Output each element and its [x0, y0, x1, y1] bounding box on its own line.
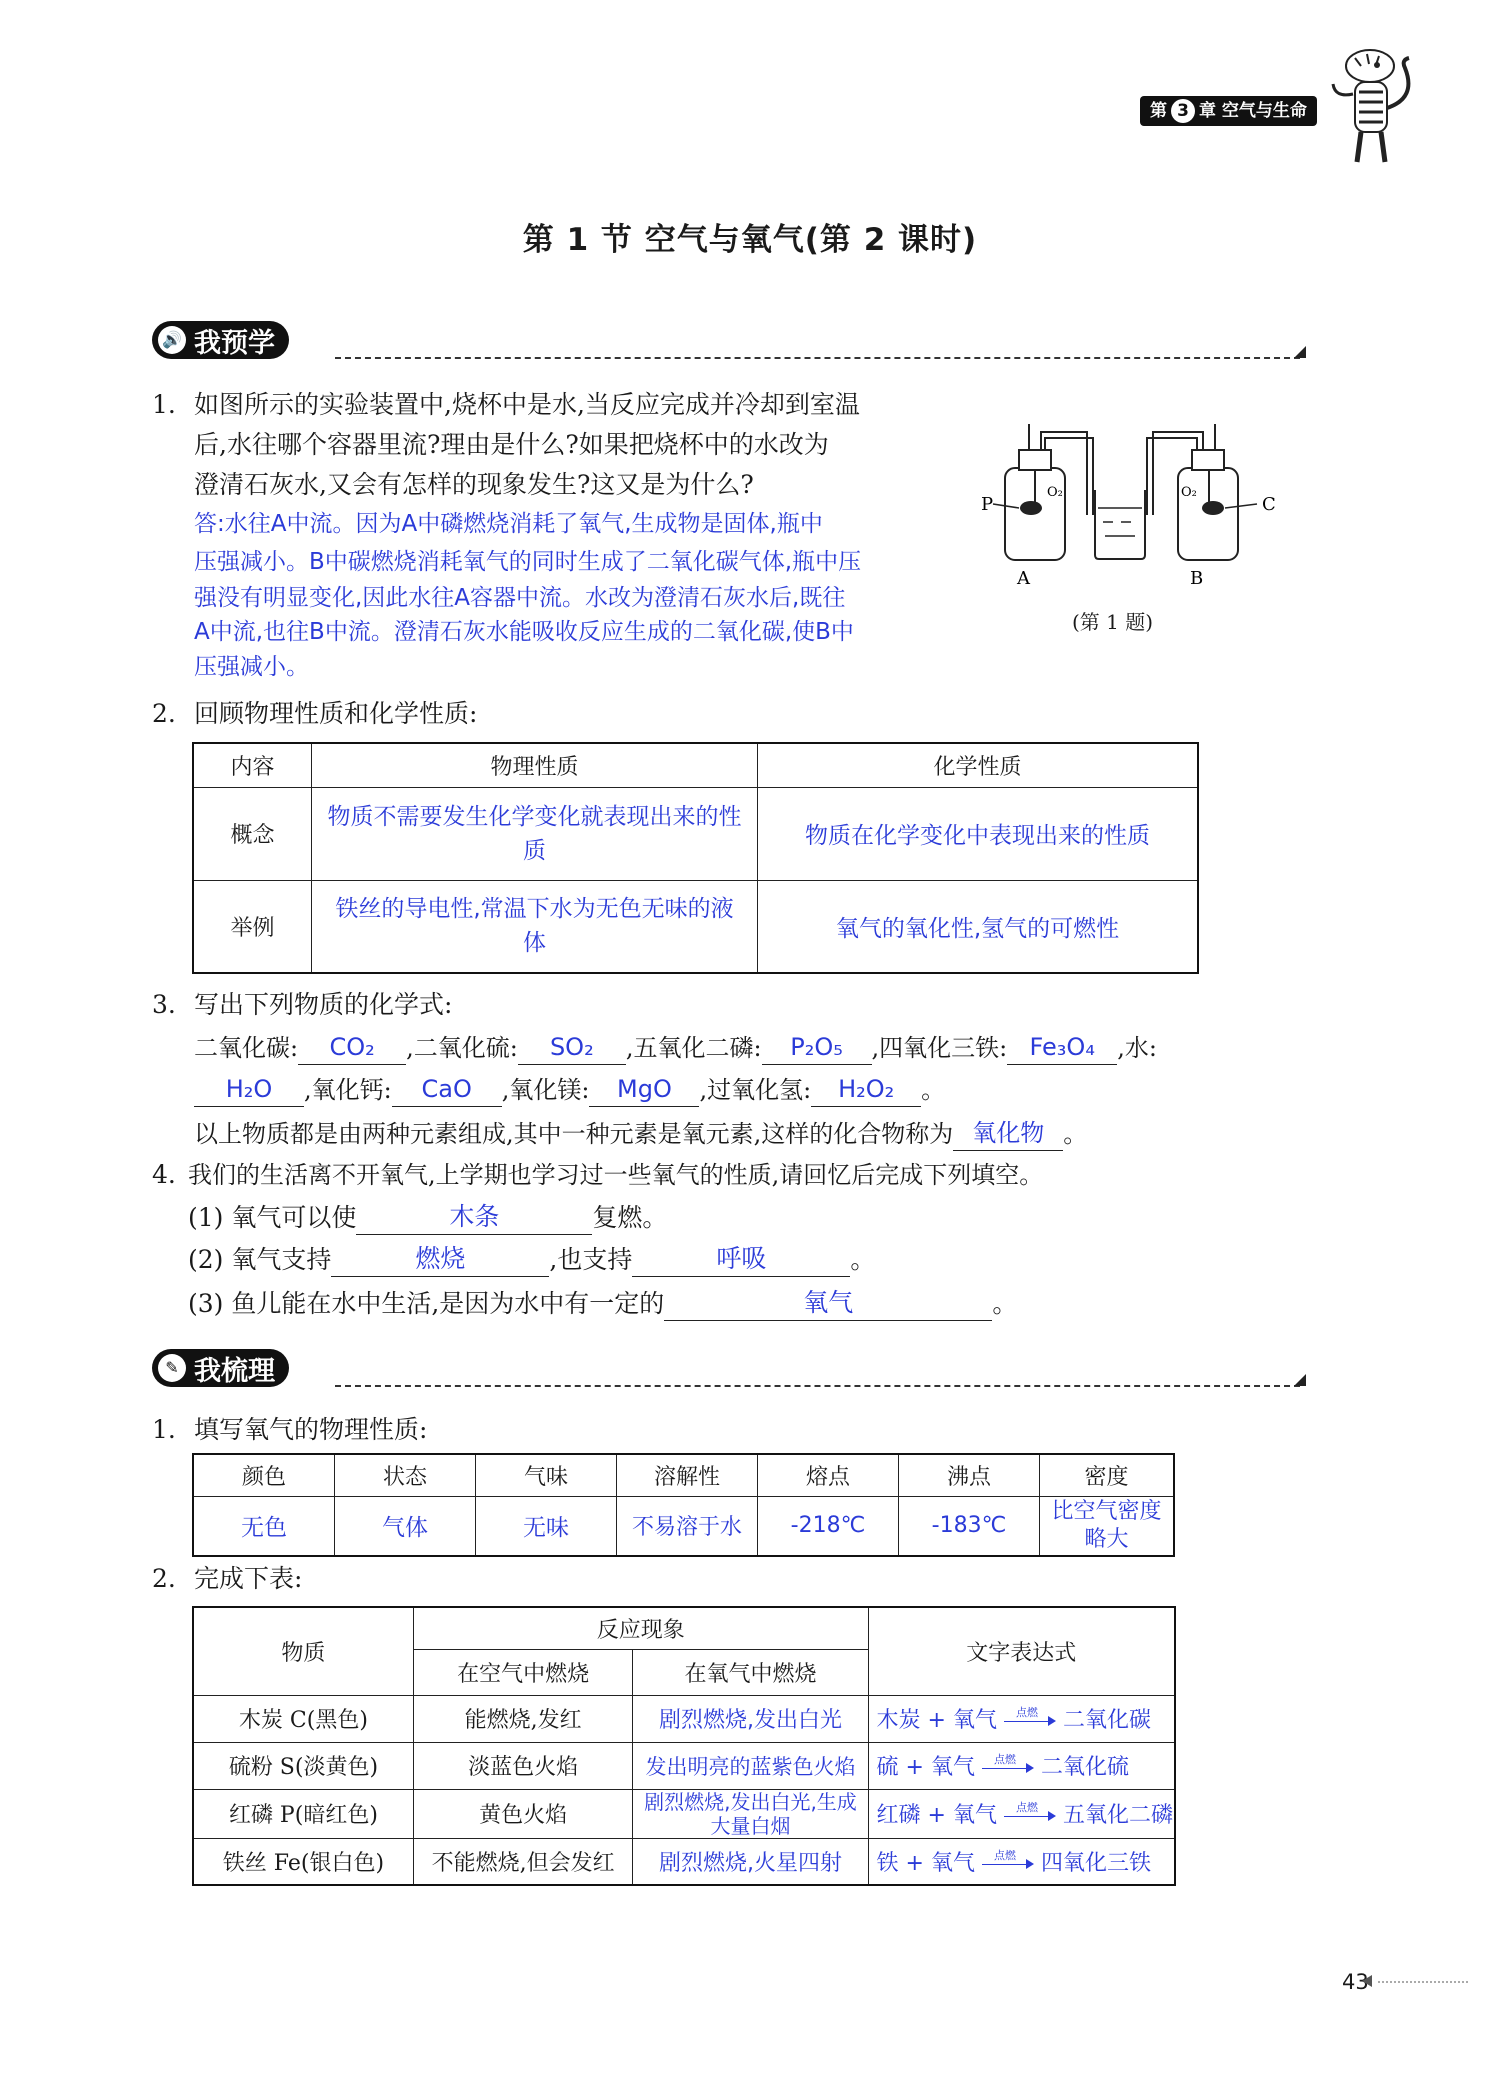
q4-s2-answer-2: 呼吸: [632, 1242, 850, 1277]
tiger-mascot-icon: [1325, 38, 1425, 178]
q3-formula-line-1: [194, 1030, 1157, 1065]
figure-caption: (第 1 题): [1072, 610, 1154, 634]
q4-s2-pre: (2) 氧气支持: [188, 1245, 332, 1274]
co2-label: 二氧化碳:: [194, 1034, 299, 1062]
comb-product: 二氧化硫: [1040, 1755, 1129, 1780]
comb-header-oxygen: 在氧气中燃烧: [633, 1649, 868, 1695]
comb-header-phenomenon: 反应现象: [413, 1607, 868, 1649]
q1-line-1: 如图所示的实验装置中,烧杯中是水,当反应完成并冷却到室温: [194, 390, 860, 419]
comb-product: 二氧化碳: [1062, 1708, 1151, 1733]
comb-substance: 铁丝 Fe(银白色): [193, 1838, 413, 1885]
ox-header-melting: 熔点: [758, 1454, 899, 1496]
pencil-icon: ✎: [158, 1354, 186, 1382]
comb-substance: 红磷 P(暗红色): [193, 1789, 413, 1838]
table-header-physical: 物理性质: [312, 743, 758, 787]
table-row: [193, 1838, 1175, 1885]
q4-s1-post: 复燃。: [592, 1203, 668, 1232]
arrow-condition: 点燃: [993, 1848, 1016, 1862]
q4-s3-post: 。: [992, 1289, 1018, 1318]
oxygen-physical-table: [192, 1453, 1175, 1557]
q3-formula-line-2: [194, 1072, 945, 1107]
p2o5-label: ,五氧化二磷:: [625, 1034, 762, 1062]
comb-header-expression: 文字表达式: [868, 1607, 1175, 1695]
chapter-badge: [1140, 96, 1317, 126]
speaker-icon: 🔊: [158, 326, 186, 354]
h2o2-label: ,过氧化氢:: [699, 1076, 812, 1104]
co2-answer: CO₂: [298, 1030, 406, 1065]
q1-number: 1.: [152, 390, 176, 419]
q1-answer-line-5: 压强减小。: [194, 654, 309, 680]
comb-product: 四氧化三铁: [1040, 1850, 1151, 1876]
q2-number: 2.: [152, 699, 176, 728]
q4-s3: [188, 1286, 1017, 1321]
q4-s3-pre: (3) 鱼儿能在水中生活,是因为水中有一定的: [188, 1289, 665, 1318]
label-o2-left: O₂: [1047, 485, 1063, 500]
ox-header-color: 颜色: [193, 1454, 335, 1496]
comb-product: 五氧化二磷: [1062, 1803, 1173, 1828]
comb-reactants: 红磷 + 氧气: [876, 1803, 997, 1828]
label-a: A: [1017, 568, 1030, 585]
q3-summary-end: 。: [1063, 1120, 1088, 1148]
label-p: P: [981, 494, 994, 515]
comb-substance: 硫粉 S(淡黄色): [193, 1742, 413, 1789]
mgo-label: ,氧化镁:: [501, 1076, 590, 1104]
q3-number: 3.: [152, 990, 176, 1019]
q4-s1-pre: (1) 氧气可以使: [188, 1203, 357, 1232]
divider-end-triangle-2: [1294, 1374, 1306, 1386]
section-preview-pill: [152, 321, 289, 359]
example-chemical: 氧气的氧化性,氢气的可燃性: [758, 880, 1199, 973]
cao-label: ,氧化钙:: [304, 1076, 392, 1104]
q4-number: 4.: [152, 1160, 176, 1189]
label-o2-right: O₂: [1181, 485, 1197, 500]
fe3o4-answer: Fe₃O₄: [1007, 1030, 1117, 1065]
ox-value-melting: -218℃: [758, 1496, 899, 1556]
page-dots: [1378, 1981, 1468, 1983]
comb-air: 能燃烧,发红: [413, 1695, 633, 1742]
q4-s2: [188, 1242, 875, 1277]
label-b: B: [1190, 568, 1204, 585]
ox-header-state: 状态: [335, 1454, 476, 1496]
reaction-arrow-icon: [1004, 1706, 1056, 1730]
q4-s2-answer-1: 燃烧: [331, 1242, 549, 1277]
page-title: 第 1 节 空气与氧气(第 2 课时): [522, 222, 978, 258]
comb-expression: [868, 1742, 1175, 1789]
h2o2-answer: H₂O₂: [811, 1072, 921, 1107]
section-review-label: 我梳理: [194, 1355, 275, 1387]
q4-s2-post: 。: [850, 1245, 876, 1274]
combustion-table: [192, 1606, 1176, 1886]
comb-air: 淡蓝色火焰: [413, 1742, 633, 1789]
h2o-answer: H₂O: [194, 1072, 304, 1107]
q3-summary: [194, 1116, 1087, 1151]
section-review-header: [152, 1348, 289, 1388]
page-arrow-icon: [1362, 1975, 1372, 1987]
so2-label: ,二氧化硫:: [406, 1034, 518, 1062]
comb-expression: [868, 1695, 1175, 1742]
section-divider: [335, 357, 1300, 359]
q1-line-2: 后,水往哪个容器里流?理由是什么?如果把烧杯中的水改为: [194, 430, 829, 459]
q3-end: 。: [921, 1076, 946, 1104]
so2-answer: SO₂: [518, 1030, 626, 1065]
comb-expression: [868, 1789, 1175, 1838]
comb-substance: 木炭 C(黑色): [193, 1695, 413, 1742]
q3-summary-text: 以上物质都是由两种元素组成,其中一种元素是氧元素,这样的化合物称为: [194, 1120, 954, 1148]
q1-line-3: 澄清石灰水,又会有怎样的现象发生?这又是为什么?: [194, 470, 754, 499]
comb-oxygen: 剧烈燃烧,发出白光: [633, 1695, 868, 1742]
q3-text: 写出下列物质的化学式:: [194, 990, 453, 1019]
chapter-title: 章 空气与生命: [1199, 101, 1307, 121]
q4-s2-mid: ,也支持: [549, 1245, 633, 1274]
ox-value-solubility: 不易溶于水: [617, 1496, 758, 1556]
concept-chemical: 物质在化学变化中表现出来的性质: [758, 787, 1199, 880]
section-divider-2: [335, 1385, 1300, 1387]
q4-s1: [188, 1200, 667, 1235]
ox-header-boiling: 沸点: [899, 1454, 1040, 1496]
water-label: ,水:: [1117, 1034, 1157, 1062]
table-row: [193, 1695, 1175, 1742]
q1-answer-line-4: A中流,也往B中流。澄清石灰水能吸收反应生成的二氧化碳,使B中: [194, 619, 854, 645]
ox-header-odor: 气味: [476, 1454, 617, 1496]
ox-value-odor: 无味: [476, 1496, 617, 1556]
q1-answer-line-3: 强没有明显变化,因此水往A容器中流。水改为澄清石灰水后,既往: [194, 585, 846, 611]
q2-text: 回顾物理性质和化学性质:: [194, 699, 478, 728]
summary-answer: 氧化物: [953, 1116, 1063, 1151]
page-number: 43: [1342, 1970, 1369, 1994]
p2o5-answer: P₂O₅: [762, 1030, 872, 1065]
arrow-condition: 点燃: [993, 1753, 1016, 1766]
ox-value-state: 气体: [335, 1496, 476, 1556]
comb-air: 黄色火焰: [413, 1789, 633, 1838]
properties-table: [192, 742, 1199, 974]
q4-s3-answer: 氧气: [664, 1286, 992, 1321]
s2-q2-text: 完成下表:: [194, 1564, 303, 1593]
comb-air: 不能燃烧,但会发红: [413, 1838, 633, 1885]
arrow-condition: 点燃: [1015, 1801, 1038, 1814]
example-physical: 铁丝的导电性,常温下水为无色无味的液体: [312, 880, 758, 973]
comb-oxygen: 剧烈燃烧,发出白光,生成大量白烟: [633, 1789, 868, 1838]
comb-reactants: 铁 + 氧气: [876, 1850, 975, 1876]
q4-text: 我们的生活离不开氧气,上学期也学习过一些氧气的性质,请回忆后完成下列填空。: [188, 1161, 1044, 1189]
ox-value-density: 比空气密度略大: [1040, 1496, 1175, 1556]
section-review-pill: [152, 1349, 289, 1387]
chapter-prefix: 第: [1150, 101, 1167, 121]
cao-answer: CaO: [392, 1072, 502, 1107]
reaction-arrow-icon: [1004, 1801, 1056, 1825]
comb-expression: [868, 1838, 1175, 1885]
ox-header-density: 密度: [1040, 1454, 1175, 1496]
row-label-concept: 概念: [193, 787, 312, 880]
s2-q1-number: 1.: [152, 1415, 176, 1444]
q1-answer-line-1: 答:水往A中流。因为A中磷燃烧消耗了氧气,生成物是固体,瓶中: [194, 511, 823, 537]
table-header-content: 内容: [193, 743, 312, 787]
comb-oxygen: 剧烈燃烧,火星四射: [633, 1838, 868, 1885]
ox-value-boiling: -183℃: [899, 1496, 1040, 1556]
arrow-condition: 点燃: [1015, 1706, 1038, 1719]
comb-header-substance: 物质: [193, 1607, 413, 1695]
ox-header-solubility: 溶解性: [617, 1454, 758, 1496]
ox-value-color: 无色: [193, 1496, 335, 1556]
s2-q2-number: 2.: [152, 1564, 176, 1593]
table-row: [193, 1742, 1175, 1789]
row-label-example: 举例: [193, 880, 312, 973]
section-preview-header: [152, 320, 289, 360]
q4-s1-answer: 木条: [356, 1200, 592, 1235]
comb-reactants: 硫 + 氧气: [876, 1755, 975, 1780]
concept-physical: 物质不需要发生化学变化就表现出来的性质: [312, 787, 758, 880]
table-header-chemical: 化学性质: [758, 743, 1199, 787]
mgo-answer: MgO: [589, 1072, 699, 1107]
section-preview-label: 我预学: [194, 327, 275, 359]
q1-answer-line-2: 压强减小。B中碳燃烧消耗氧气的同时生成了二氧化碳气体,瓶中压: [194, 549, 862, 575]
comb-oxygen: 发出明亮的蓝紫色火焰: [633, 1742, 868, 1789]
reaction-arrow-icon: [982, 1753, 1034, 1777]
table-row: [193, 1789, 1175, 1838]
chapter-number: 3: [1171, 99, 1195, 123]
divider-end-triangle: [1294, 346, 1306, 358]
s2-q1-text: 填写氧气的物理性质:: [194, 1415, 428, 1444]
experiment-apparatus-diagram: [975, 420, 1305, 585]
label-c: C: [1262, 494, 1276, 515]
reaction-arrow-icon: [982, 1848, 1034, 1873]
comb-reactants: 木炭 + 氧气: [876, 1708, 997, 1733]
comb-header-air: 在空气中燃烧: [413, 1649, 633, 1695]
fe3o4-label: ,四氧化三铁:: [871, 1034, 1008, 1062]
